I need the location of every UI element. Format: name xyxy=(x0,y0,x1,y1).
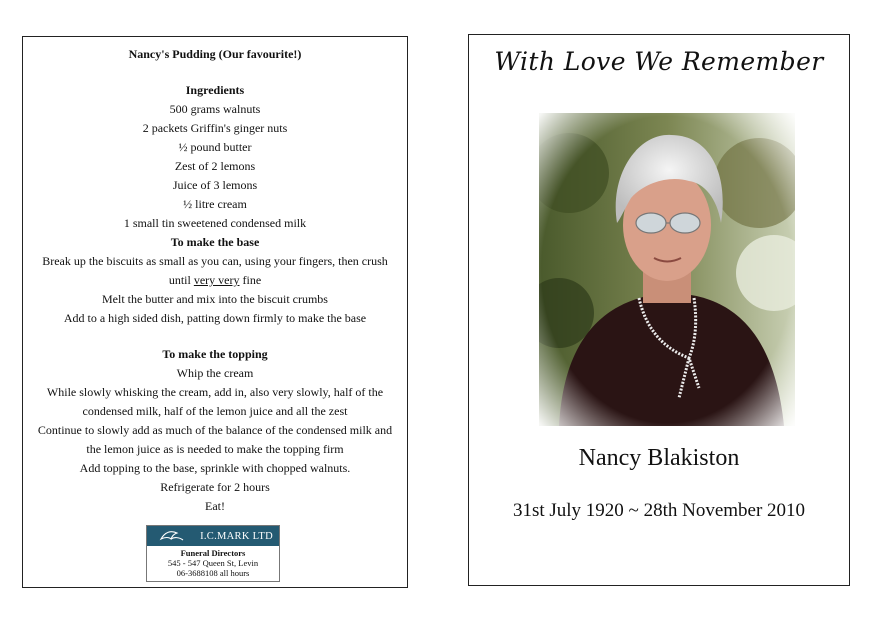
logo-line-address: 545 - 547 Queen St, Levin xyxy=(167,558,259,568)
topping-heading: To make the topping xyxy=(162,347,268,361)
topping-step: Add topping to the base, sprinkle with chopped walnuts. xyxy=(79,461,351,475)
memorial-panel xyxy=(468,34,850,586)
funeral-director-logo xyxy=(146,525,280,582)
base-step: Break up the biscuits as small as you can, using your fingers, then crush xyxy=(42,254,388,268)
topping-step: the lemon juice as is needed to make the topping firm xyxy=(86,442,344,456)
memorial-heading: With Love We Remember xyxy=(494,47,824,76)
memorial-dates: 31st July 1920 ~ 28th November 2010 xyxy=(512,500,806,521)
base-step: Add to a high sided dish, patting down firmly to make the base xyxy=(63,311,367,325)
recipe-panel xyxy=(22,36,408,588)
topping-step: condensed milk, half of the lemon juice and all the zest xyxy=(82,404,348,418)
base-until-text: until xyxy=(168,273,194,287)
logo-line-directors: Funeral Directors xyxy=(180,548,246,558)
logo-company-name: I.C.MARK LTD xyxy=(200,530,273,542)
base-step-continued xyxy=(23,271,407,290)
recipe-title: Nancy's Pudding (Our favourite!) xyxy=(128,47,302,61)
base-underlined-text: very very xyxy=(193,273,240,287)
ingredient-item: ½ litre cream xyxy=(183,197,247,211)
logo-band xyxy=(147,526,279,546)
memorial-name: Nancy Blakiston xyxy=(578,445,740,471)
logo-line-phone: 06-3688108 all hours xyxy=(176,568,250,578)
base-fine-text: fine xyxy=(239,273,262,287)
topping-step: Refrigerate for 2 hours xyxy=(160,480,270,494)
portrait-photo xyxy=(539,113,795,426)
ingredient-item: Juice of 3 lemons xyxy=(172,178,258,192)
dove-icon xyxy=(159,528,185,544)
base-heading: To make the base xyxy=(170,235,260,249)
topping-step: Eat! xyxy=(205,499,225,513)
ingredient-item: 500 grams walnuts xyxy=(169,102,261,116)
ingredient-item: 1 small tin sweetened condensed milk xyxy=(123,216,307,230)
ingredient-item: ½ pound butter xyxy=(178,140,252,154)
base-step: Melt the butter and mix into the biscuit crumbs xyxy=(102,292,328,306)
topping-step: Continue to slowly add as much of the balance of the condensed milk and xyxy=(37,423,393,437)
topping-step: While slowly whisking the cream, add in, also very slowly, half of the xyxy=(46,385,384,399)
ingredient-item: Zest of 2 lemons xyxy=(174,159,256,173)
ingredients-heading: Ingredients xyxy=(185,83,245,97)
topping-step: Whip the cream xyxy=(176,366,254,380)
logo-details xyxy=(147,546,279,578)
recipe-text xyxy=(23,45,407,516)
ingredient-item: 2 packets Griffin's ginger nuts xyxy=(142,121,288,135)
